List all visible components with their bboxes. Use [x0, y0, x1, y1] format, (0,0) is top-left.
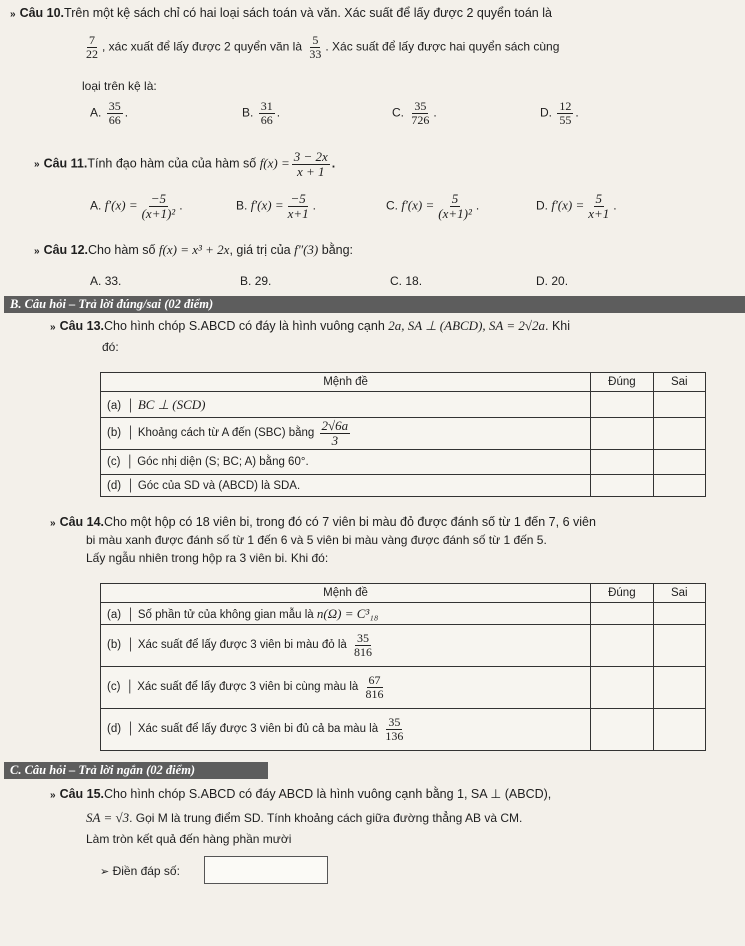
q14-row-d-true-cell[interactable] [591, 709, 653, 751]
q14-row-a-true-cell[interactable] [591, 603, 653, 625]
q13-text2: . Khi [545, 319, 571, 333]
q14-row-d: (d) │ Xác suất để lấy được 3 viên bi đủ cả ba màu là $\frac{35}{136}$ [101, 709, 591, 751]
q11-text: Tính đạo hàm của của hàm số [87, 156, 257, 171]
q14-line1: » Câu 14.Cho một hộp có 18 viên bi, trong đó có 7 viên bi màu đỏ được đánh số từ 1 đến 7, 6 viên [50, 515, 596, 529]
q10-option-a: A. $\frac{35}{66}$ . [90, 99, 129, 127]
q11-func: $\frac{3 - 2x}{x + 1}$ [293, 149, 328, 179]
q11-line1: » Câu 11.Tính đạo hàm của của hàm số f(x) = $\frac{3 - 2x}{x + 1}$ . [34, 149, 336, 179]
q12-func: f(x) = x³ + 2x [158, 242, 230, 257]
q10-option-c: C. $\frac{35}{726}$ . [392, 99, 437, 127]
q10-line2 [82, 34, 559, 60]
q12-option-c: C. 18. [390, 274, 423, 288]
q14-table-header [101, 584, 706, 603]
table-row [101, 709, 706, 751]
q15-answer-input[interactable] [204, 856, 328, 884]
q13-row-c-false-cell[interactable] [653, 450, 705, 475]
table-row [101, 450, 706, 475]
q13-row-a-false-cell[interactable] [653, 392, 705, 418]
table-row [101, 603, 706, 625]
q13-row-b: (b) │ Khoảng cách từ A đến (SBC) bằng $\frac{2√6a}{3}$ [101, 418, 591, 450]
q14-text2: bi màu xanh được đánh số từ 1 đến 6 và 5 viên bi màu vàng được đánh số từ 1 đến 5. [86, 533, 547, 547]
q14-header-false: Sai [653, 584, 705, 603]
q12-option-b: B. 29. [240, 274, 272, 288]
q15-text3: Làm tròn kết quả đến hàng phần mười [86, 832, 292, 846]
q15-answer-row [100, 864, 180, 878]
q10-text2: , xác xuất để lấy được 2 quyển văn là [102, 39, 303, 54]
q14-text3: Lấy ngẫu nhiên trong hộp ra 3 viên bi. Khi đó: [86, 551, 329, 565]
table-row [101, 667, 706, 709]
q15-text2a: SA = √3 [86, 810, 130, 825]
q10-p-lit: $\frac{5}{33}$ [309, 33, 322, 61]
q14-row-d-false-cell[interactable] [653, 709, 705, 751]
q11-option-d: D. f′(x) = $\frac{5}{x+1}$ . [536, 191, 617, 221]
q15-text2b: . Gọi M là trung điểm SD. Tính khoảng cách giữa đường thẳng AB và CM. [129, 811, 523, 825]
q11-label: Câu 11. [43, 156, 88, 171]
q13-text1: Cho hình chóp S.ABCD có đáy là hình vuông cạnh [104, 319, 385, 333]
q14-row-b-true-cell[interactable] [591, 625, 653, 667]
q13-row-b-false-cell[interactable] [653, 418, 705, 450]
q12-text2: , giá trị của [229, 243, 291, 257]
q13-row-c-true-cell[interactable] [591, 450, 653, 475]
q12-option-d: D. 20. [536, 274, 569, 288]
q10-label: Câu 10. [19, 6, 65, 20]
q14-row-c: (c) │ Xác suất để lấy được 3 viên bi cùng màu là $\frac{67}{816}$ [101, 667, 591, 709]
q12-expr: f″(3) [294, 242, 319, 257]
q11-func-lhs: f(x) = [259, 155, 290, 171]
q14-row-b-false-cell[interactable] [653, 625, 705, 667]
q13-table-header [101, 373, 706, 392]
q10-line1: » Câu 10.Trên một kệ sách chỉ có hai loại sách toán và văn. Xác suất để lấy được 2 quyển toán là [10, 6, 552, 20]
q12-label: Câu 12. [43, 243, 89, 257]
q14-row-c-false-cell[interactable] [653, 667, 705, 709]
q14-text1: Cho một hộp có 18 viên bi, trong đó có 7 viên bi màu đỏ được đánh số từ 1 đến 7, 6 viên [104, 515, 596, 529]
section-c-title: C. Câu hỏi – Trả lời ngắn (02 điểm) [10, 763, 196, 777]
table-row [101, 625, 706, 667]
q13-header-statement: Mệnh đề [101, 373, 591, 392]
q15-text1: Cho hình chóp S.ABCD có đáy ABCD là hình vuông cạnh bằng 1, SA ⊥ (ABCD), [104, 787, 552, 801]
q12-option-a: A. 33. [90, 274, 122, 288]
table-row [101, 392, 706, 418]
q14-row-c-true-cell[interactable] [591, 667, 653, 709]
q15-label: Câu 15. [59, 787, 105, 801]
q13-row-a-true-cell[interactable] [591, 392, 653, 418]
table-row [101, 418, 706, 450]
q14-label: Câu 14. [59, 515, 105, 529]
q14-header-statement: Mệnh đề [101, 584, 591, 603]
q13-header-true: Đúng [591, 373, 653, 392]
q14-header-true: Đúng [591, 584, 653, 603]
q14-row-a: (a) │ Số phần tử của không gian mẫu là n(Ω) = C³₁₈ [101, 603, 591, 625]
table-row [101, 475, 706, 497]
q13-row-b-true-cell[interactable] [591, 418, 653, 450]
q13-cond: , SA ⊥ (ABCD), SA = 2√2a [401, 318, 546, 333]
section-b-title: B. Câu hỏi – Trả lời đúng/sai (02 điểm) [10, 297, 214, 311]
q11-option-c: C. f′(x) = $\frac{5}{\text{(x+1)²}}$ . [386, 191, 480, 221]
section-b-header [4, 296, 745, 313]
q10-text3: . Xác suất để lấy được hai quyển sách cùng [325, 39, 560, 54]
q11-option-a: A. f′(x) = $\frac{-5}{\text{(x+1)²}}$ . [90, 191, 183, 221]
q10-option-d: D. $\frac{12}{55}$ . [540, 99, 579, 127]
q14-row-a-false-cell[interactable] [653, 603, 705, 625]
q15-answer-label: Điền đáp số: [112, 864, 180, 878]
q10-option-b: B. $\frac{31}{66}$ . [242, 99, 281, 127]
q10-p-math: $\frac{7}{22}$ [86, 33, 98, 61]
q13-text3: đó: [102, 340, 119, 354]
q12-line1: » Câu 12.Cho hàm số f(x) = x³ + 2x, giá trị của f″(3) bằng: [34, 242, 354, 257]
q14-row-b: (b) │ Xác suất để lấy được 3 viên bi màu đỏ là $\frac{35}{816}$ [101, 625, 591, 667]
q13-row-a: (a) │ BC ⊥ (SCD) [101, 392, 591, 418]
q13-header-false: Sai [653, 373, 705, 392]
q15-line1: » Câu 15.Cho hình chóp S.ABCD có đáy ABCD là hình vuông cạnh bằng 1, SA ⊥ (ABCD), [50, 787, 552, 801]
q15-line2 [86, 810, 522, 826]
q13-side: 2a [388, 318, 402, 333]
q14-table [100, 583, 706, 751]
section-c-header [4, 762, 268, 779]
q13-table [100, 372, 706, 497]
q13-row-d-true-cell[interactable] [591, 475, 653, 497]
q12-text1: Cho hàm số [88, 243, 156, 257]
q13-row-c: (c) │ Góc nhị diện (S; BC; A) bằng 60°. [101, 450, 591, 475]
arrow-right-icon: ➢ [100, 866, 110, 878]
q11-option-b: B. f′(x) = $\frac{-5}{x+1}$ . [236, 191, 316, 221]
q13-line1: » Câu 13.Cho hình chóp S.ABCD có đáy là hình vuông cạnh 2a, SA ⊥ (ABCD), SA = 2√2a. Khi [50, 318, 571, 333]
q13-row-d-false-cell[interactable] [653, 475, 705, 497]
q13-row-d: (d) │ Góc của SD và (ABCD) là SDA. [101, 475, 591, 497]
q10-text4: loại trên kệ là: [82, 79, 157, 93]
q13-label: Câu 13. [59, 319, 105, 333]
q12-text3: bằng: [321, 243, 354, 257]
q10-text1: Trên một kệ sách chỉ có hai loại sách toán và văn. Xác suất để lấy được 2 quyển toán là [64, 6, 552, 20]
